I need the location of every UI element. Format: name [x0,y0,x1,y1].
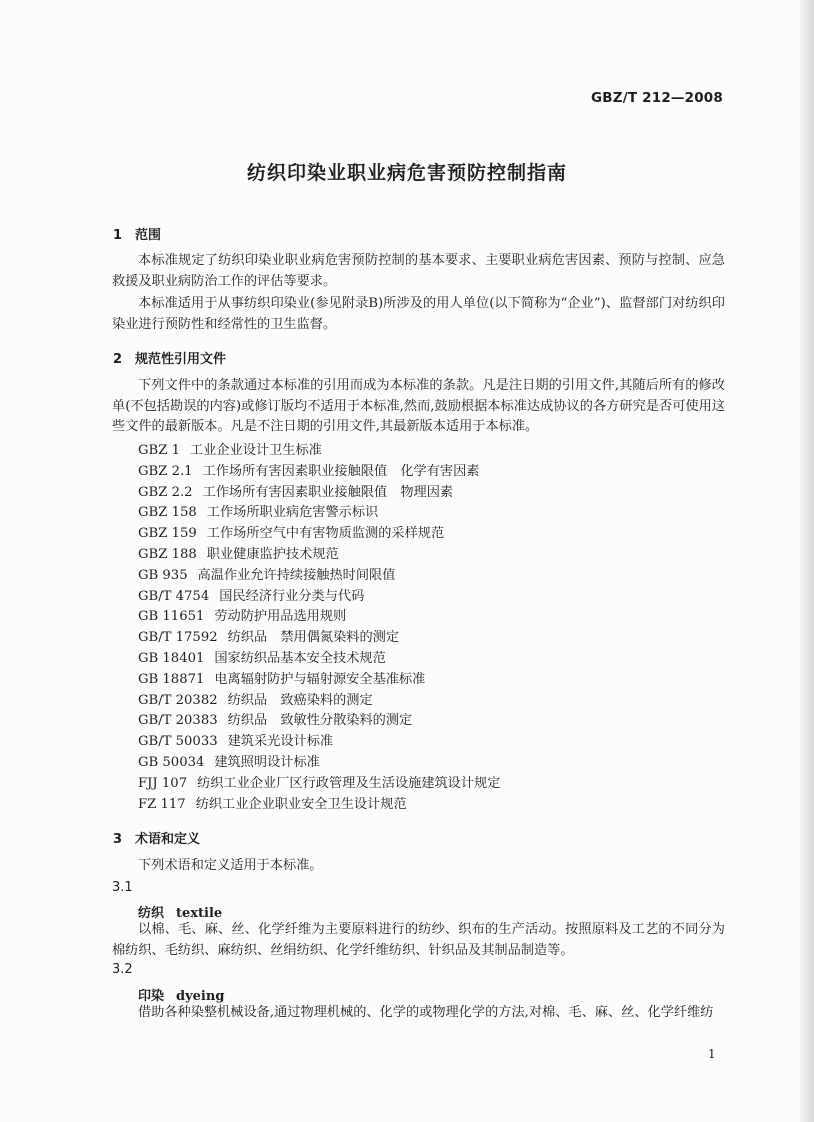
reference-title: 国民经济行业分类与代码 [219,588,365,604]
reference-item [138,524,500,545]
reference-item [138,628,500,649]
section-1-heading [113,224,161,243]
reference-code: GB/T 4754 [138,588,210,604]
reference-code: GBZ 158 [138,505,197,521]
term-zh: 印染 [138,989,165,1004]
term-number: 3.1 [112,880,133,895]
section-title: 范围 [135,228,162,243]
reference-title: 工作场所职业病危害警示标识 [206,505,379,521]
reference-item [138,545,500,566]
section-2-paragraph: 下列文件中的条款通过本标准的引用而成为本标准的条款。凡是注日期的引用文件,其随后所有的修改单(不包括勘误的内容)或修订版均不适用于本标准,然而,鼓励根据本标准达成协议的各方研究是否可使用这些文件的最新版本。凡是不注日期的引用文件,其最新版本适用于本标准。 [112,378,725,434]
normative-reference-list [138,441,500,815]
reference-item [138,566,500,587]
term-definition: 以棉、毛、麻、丝、化学纤维为主要原料进行的纺纱、织布的生产活动。按照原料及工艺的不同分为棉纺织、毛纺织、麻纺织、丝绢纺织、化学纤维纺织、针织品及其制品制造等。 [112,922,725,958]
reference-item [138,711,500,732]
standard-code: GBZ/T 212—2008 [590,90,723,106]
section-1-paragraph-1: 本标准规定了纺织印染业职业病危害预防控制的基本要求、主要职业病危害因素、预防与控制、应急救援及职业病防治工作的评估等要求。 [112,253,725,289]
reference-item [138,649,500,670]
section-number: 3 [113,832,123,847]
reference-title: 职业健康监护技术规范 [206,546,339,562]
reference-title: 建筑照明设计标准 [214,754,320,770]
reference-item [138,691,500,712]
reference-item [138,774,500,795]
reference-code: GB/T 17592 [138,630,218,646]
reference-title: 纺织品 致癌染料的测定 [227,692,373,708]
term-en: dyeing [176,989,225,1004]
reference-title: 电离辐射防护与辐射源安全基准标准 [214,671,426,687]
reference-code: GB 11651 [138,609,205,625]
section-title: 术语和定义 [135,832,201,847]
reference-title: 纺织工业企业职业安全卫生设计规范 [195,796,407,812]
reference-code: GBZ 188 [138,546,197,562]
reference-title: 建筑采光设计标准 [227,734,334,750]
reference-item [138,503,500,524]
reference-code: GB 18401 [138,650,205,666]
reference-title: 纺织品 禁用偶氮染料的测定 [227,630,400,646]
section-3-heading [113,828,200,847]
reference-title: 国家纺织品基本安全技术规范 [214,650,386,666]
reference-item [138,795,500,816]
term-zh: 纺织 [138,906,165,921]
reference-item [138,462,500,483]
reference-title: 工作场所有害因素职业接触限值 物理因素 [202,484,454,500]
reference-title: 纺织品 致敏性分散染料的测定 [227,713,413,729]
reference-title: 工业企业设计卫生标准 [189,443,322,458]
reference-title: 高温作业允许持续接触热时间限值 [197,567,396,583]
reference-code: GBZ 1 [138,443,180,458]
reference-code: GBZ 2.2 [138,484,193,500]
reference-title: 纺织工业企业厂区行政管理及生活设施建筑设计规定 [197,775,501,791]
term-heading [138,985,224,1004]
reference-code: GB 935 [138,567,188,583]
reference-title: 劳动防护用品选用规则 [214,609,347,625]
term-en: textile [176,906,223,921]
reference-item [138,753,500,774]
reference-item [138,483,500,504]
document-title: 纺织印染业职业病危害预防控制指南 [246,162,567,184]
reference-code: FJJ 107 [138,775,188,791]
term-number: 3.2 [112,962,133,977]
reference-code: GB 50034 [138,754,205,770]
reference-title: 工作场所空气中有害物质监测的采样规范 [206,526,445,542]
reference-title: 工作场所有害因素职业接触限值 化学有害因素 [202,463,480,479]
reference-code: FZ 117 [138,796,186,812]
term-definition: 借助各种染整机械设备,通过物理机械的、化学的或物理化学的方法,对棉、毛、麻、丝、化学纤维纺 [138,1005,714,1020]
reference-item [138,607,500,628]
section-number: 1 [113,228,123,243]
reference-code: GBZ 2.1 [138,463,193,479]
term-heading [138,902,222,921]
reference-item [138,732,500,753]
section-1-paragraph-2: 本标准适用于从事纺织印染业(参见附录B)所涉及的用人单位(以下简称为“企业”)、监督部门对纺织印染业进行预防性和经常性的卫生监督。 [112,296,725,332]
reference-code: GBZ 159 [138,526,197,542]
section-title: 规范性引用文件 [135,352,227,367]
section-3-paragraph: 下列术语和定义适用于本标准。 [138,858,323,873]
reference-code: GB/T 50033 [138,734,218,750]
section-2-heading [113,348,226,367]
reference-code: GB/T 20383 [138,713,218,729]
reference-code: GB 18871 [138,671,205,687]
reference-item [138,441,500,462]
page-number: 1 [708,1047,716,1061]
reference-code: GB/T 20382 [138,692,218,708]
section-number: 2 [113,352,123,367]
reference-item [138,670,500,691]
reference-item [138,587,500,608]
